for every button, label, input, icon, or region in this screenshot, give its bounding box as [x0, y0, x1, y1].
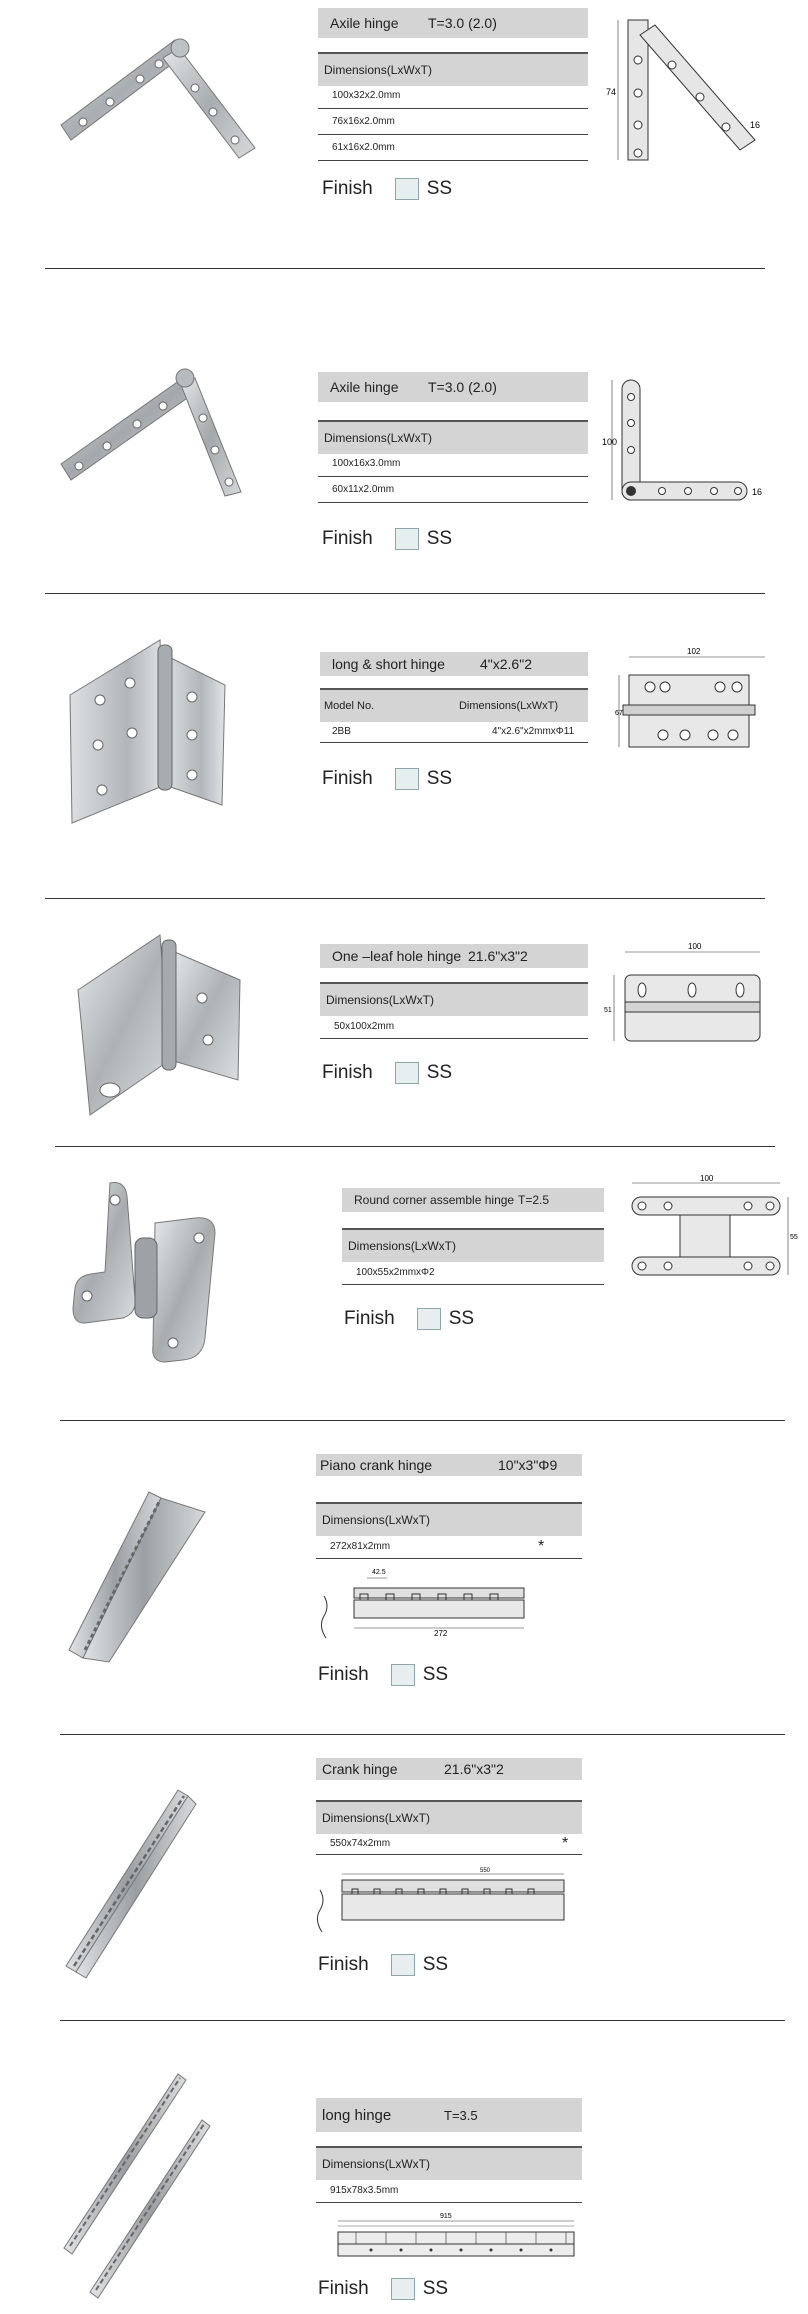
product-name: Axile hinge [330, 379, 399, 395]
finish-swatch [395, 528, 419, 550]
table-header [320, 688, 588, 722]
product-spec: 4"x2.6"2 [480, 656, 532, 672]
dimensions-header [318, 52, 588, 86]
table-row [320, 722, 588, 743]
product-name: long hinge [322, 2106, 392, 2124]
finish-label: Finish [318, 1954, 369, 1975]
dimension-value: 272x81x2mm [330, 1541, 391, 1552]
finish-row [322, 528, 452, 550]
section-divider [45, 593, 765, 594]
section-divider [60, 2020, 785, 2021]
finish-row [318, 2278, 448, 2300]
finish-row [322, 178, 452, 200]
table-row [318, 478, 588, 503]
dim-label-width: 100 [688, 942, 702, 951]
product-name: Round corner assemble hinge [354, 1193, 515, 1207]
finish-value: SS [426, 528, 453, 549]
technical-drawing [312, 1566, 532, 1646]
technical-drawing [620, 1175, 800, 1295]
long-hinge-photo [60, 2070, 230, 2300]
product-spec: T=3.5 [444, 2107, 478, 2123]
axile-hinge-photo [55, 358, 265, 508]
dim-label-length: 272 [434, 1629, 448, 1638]
dimensions-label: Dimensions(LxWxT) [348, 1239, 457, 1253]
dim-label-height: 74 [606, 87, 617, 97]
dimension-value: 4"x2.6"x2mmxΦ11 [492, 726, 575, 737]
table-row [318, 136, 588, 161]
finish-label: Finish [322, 1062, 373, 1083]
dimension-value: 60x11x2.0mm [332, 484, 395, 495]
dimensions-header [342, 1228, 604, 1262]
dimensions-label: Dimensions(LxWxT) [322, 2157, 431, 2171]
dimensions-label: Dimensions(LxWxT) [326, 993, 435, 1007]
crank-hinge-photo [60, 1786, 210, 1986]
dim-label-pitch: 42.5 [372, 1569, 386, 1576]
table-row [318, 110, 588, 135]
product-name: Piano crank hinge [320, 1457, 433, 1473]
finish-value: SS [426, 1062, 453, 1083]
finish-label: Finish [318, 1664, 369, 1685]
dim-label-length: 550 [480, 1868, 491, 1874]
product-name: One –leaf hole hinge [332, 948, 462, 964]
finish-value: SS [448, 1308, 475, 1329]
finish-label: Finish [322, 528, 373, 549]
title-bar [316, 1454, 582, 1476]
product-name: long & short hinge [332, 656, 445, 672]
section-divider [60, 1734, 785, 1735]
finish-value: SS [422, 1954, 449, 1975]
dimensions-label: Dimensions(LxWxT) [322, 1811, 431, 1825]
finish-value: SS [426, 768, 453, 789]
section-divider [45, 898, 765, 899]
finish-swatch [391, 1664, 415, 1686]
title-bar [342, 1188, 604, 1212]
technical-drawing [316, 2210, 586, 2265]
section-divider [45, 268, 765, 269]
dimensions-label: Dimensions(LxWxT) [324, 63, 433, 77]
dim-label-height: 100 [602, 437, 618, 447]
dimension-value: 550x74x2mm [330, 1838, 391, 1849]
dim-label-width: 102 [687, 647, 701, 656]
finish-swatch [391, 2278, 415, 2300]
finish-swatch [395, 1062, 419, 1084]
table-row [342, 1262, 604, 1285]
table-row [320, 1016, 588, 1039]
technical-drawing [615, 645, 775, 785]
title-bar [320, 652, 588, 676]
long-short-hinge-photo [60, 635, 240, 830]
finish-row [322, 768, 452, 790]
dim-label-height: 67 [615, 710, 623, 717]
table-row [318, 452, 588, 477]
round-corner-hinge-photo [65, 1178, 235, 1368]
product-spec: 21.6"x3"2 [468, 948, 528, 964]
dimensions-header [316, 1800, 582, 1834]
technical-drawing [312, 1864, 572, 1944]
finish-label: Finish [344, 1308, 395, 1329]
finish-swatch [395, 768, 419, 790]
dimension-value: 76x16x2.0mm [332, 116, 395, 127]
one-leaf-hole-hinge-photo [70, 930, 250, 1120]
finish-label: Finish [322, 178, 373, 199]
piano-hinge-photo [65, 1490, 215, 1670]
finish-row [322, 1062, 452, 1084]
dimension-value: 100x16x3.0mm [332, 458, 401, 469]
finish-value: SS [422, 2278, 449, 2299]
product-spec: T=3.0 (2.0) [428, 15, 497, 31]
finish-row [318, 1954, 448, 1976]
dimensions-label: Dimensions(LxWxT) [322, 1513, 431, 1527]
dim-label-width: 16 [750, 120, 761, 130]
product-name: Axile hinge [330, 15, 399, 31]
table-row [316, 1536, 582, 1559]
section-divider [55, 1146, 775, 1147]
product-spec: 21.6"x3"2 [444, 1761, 504, 1777]
finish-value: SS [422, 1664, 449, 1685]
dim-label-height: 51 [604, 1007, 612, 1014]
axile-hinge-photo [55, 30, 265, 180]
section-divider [60, 1420, 785, 1421]
title-bar [316, 1758, 582, 1780]
finish-swatch [417, 1308, 441, 1330]
finish-row [318, 1664, 448, 1686]
finish-value: SS [426, 178, 453, 199]
dimensions-label: Dimensions(LxWxT) [324, 431, 433, 445]
finish-swatch [395, 178, 419, 200]
title-bar [320, 944, 588, 968]
title-bar [316, 2098, 582, 2132]
finish-row [344, 1308, 474, 1330]
note-mark: * [538, 1538, 545, 1555]
finish-label: Finish [318, 2278, 369, 2299]
table-row [316, 1834, 582, 1855]
dimensions-header [316, 2146, 582, 2180]
finish-label: Finish [322, 768, 373, 789]
dimension-value: 50x100x2mm [334, 1021, 395, 1032]
dimension-value: 915x78x3.5mm [330, 2185, 399, 2196]
dimensions-header [318, 420, 588, 454]
product-spec: T=3.0 (2.0) [428, 379, 497, 395]
product-name: Crank hinge [322, 1761, 398, 1777]
title-bar [318, 8, 588, 38]
dimensions-header [320, 982, 588, 1016]
dim-label-length: 915 [440, 2213, 452, 2220]
technical-drawing [600, 940, 780, 1060]
table-row [318, 84, 588, 109]
dim-label-width: 16 [752, 487, 763, 497]
note-mark: * [562, 1835, 569, 1852]
dimension-value: 61x16x2.0mm [332, 142, 395, 153]
dim-label-width: 100 [700, 1175, 714, 1183]
model-column-header: Model No. [324, 700, 375, 712]
finish-swatch [391, 1954, 415, 1976]
table-row [316, 2180, 582, 2203]
product-spec: 10"x3"Φ9 [498, 1457, 558, 1473]
dimension-value: 100x55x2mmxΦ2 [356, 1267, 435, 1278]
dimensions-column-header: Dimensions(LxWxT) [458, 700, 558, 712]
technical-drawing [600, 375, 770, 515]
title-bar [318, 372, 588, 402]
dimensions-header [316, 1502, 582, 1536]
technical-drawing [600, 15, 770, 165]
dimension-value: 100x32x2.0mm [332, 90, 401, 101]
product-spec: T=2.5 [518, 1193, 550, 1207]
model-number: 2BB [332, 726, 351, 737]
dim-label-height: 55 [790, 1234, 798, 1241]
